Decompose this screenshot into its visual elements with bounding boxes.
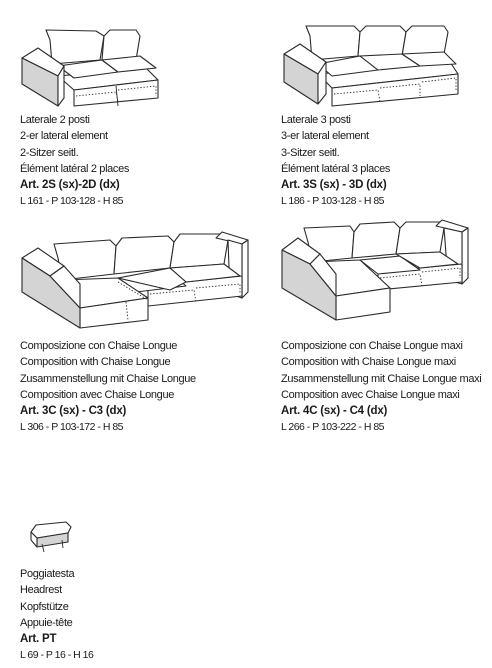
dimensions: L 306 - P 103-172 - H 85 [20,421,123,434]
name-en: 3-er lateral element [281,130,369,143]
name-en: Headrest [20,584,62,597]
dimensions: L 161 - P 103-128 - H 85 [20,195,123,208]
dimensions: L 69 - P 16 - H 16 [20,649,94,662]
name-de: 2-Sitzer seitl. [20,146,79,159]
product-caption [20,112,129,210]
article-code: Art. 2S (sx)-2D (dx) [20,179,120,192]
sofa-3-seat-side-element-icon [280,22,460,108]
name-en: Composition with Chaise Longue [20,356,171,369]
name-it: Poggiatesta [20,568,75,580]
name-de: Zusammenstellung mit Chaise Longue [20,372,196,385]
name-it: Laterale 3 posti [281,114,351,126]
name-it: Laterale 2 posti [20,114,90,126]
name-it: Composizione con Chaise Longue [20,340,178,352]
name-en: Composition with Chaise Longue maxi [281,356,456,369]
name-de: Zusammenstellung mit Chaise Longue maxi [281,372,482,385]
product-caption [281,112,390,210]
name-fr: Composition avec Chaise Longue [20,388,174,401]
dimensions: L 266 - P 103-222 - H 85 [281,421,384,434]
name-it: Composizione con Chaise Longue maxi [281,340,463,352]
article-code: Art. 3C (sx) - C3 (dx) [20,405,127,418]
article-code: Art. 4C (sx) - C4 (dx) [281,405,388,418]
name-en: 2-er lateral element [20,130,108,143]
headrest-icon [28,520,74,554]
article-code: Art. PT [20,633,57,646]
name-fr: Élément latéral 3 places [281,162,390,175]
product-caption [281,338,481,436]
name-de: 3-Sitzer seitl. [281,146,340,159]
dimensions: L 186 - P 103-128 - H 85 [281,195,384,208]
chaise-longue-composition-icon [18,228,254,332]
chaise-longue-maxi-composition-icon [280,214,476,332]
product-caption [20,566,93,664]
name-de: Kopfstütze [20,600,69,613]
name-fr: Élément latéral 2 places [20,162,129,175]
name-fr: Appuie-tête [20,616,73,629]
article-code: Art. 3S (sx) - 3D (dx) [281,179,387,192]
name-fr: Composition avec Chaise Longue maxi [281,388,460,401]
sofa-2-seat-side-element-icon [18,28,178,108]
product-caption [20,338,196,436]
